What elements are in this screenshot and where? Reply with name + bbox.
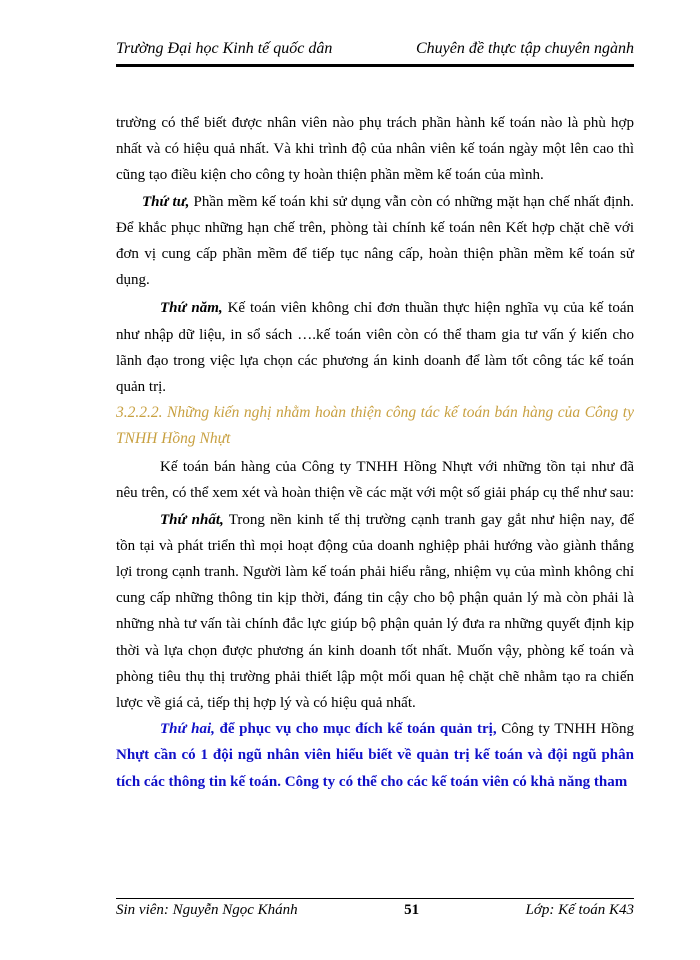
footer-class: Lớp: Kế toán K43: [525, 902, 634, 918]
paragraph-intro: Kế toán bán hàng của Công ty TNHH Hồng Nhựt với những tồn tại như đã nêu trên, có thể xem xét và hoàn thiện về các mặt với một số giải pháp cụ thể như sau:: [116, 459, 634, 502]
paragraph-thu-nhat: Thứ nhất, Trong nền kinh tế thị trường cạnh tranh gay gắt như hiện nay, để tồn tại và phát triển thì mọi hoạt động của doanh nghiệp phải hướng vào giành thắng lợi trong cạnh tranh. Người làm kế toán phải hiểu rằng, nhiệm vụ của mình không chỉ cung cấp những thông tin kịp thời, đáng tin cậy cho bộ phận quản lý mà còn phải là những nhà tư vấn tài chính đắc lực giúp bộ phận quản lý đưa ra những quyết định kịp thời và lựa chọn được phương án kinh doanh tốt nhất. Muốn vậy, phòng kế toán và phòng tiêu thụ thị trường phải thiết lập một mối quan hệ chặt chẽ nhằm tạo ra chiến lược về giá cả, tiếp thị hợp lý và có hiệu quả nhất.: [116, 511, 635, 712]
paragraph-thu-tu: Thứ tư, Phần mềm kế toán khi sử dụng vẫn còn có những mặt hạn chế nhất định. Để khắc phục những hạn chế trên, phòng tài chính kế toán nên Kết hợp chặt chẽ với đơn vị cung cấp phần mềm để tiếp tục nâng cấp, hoàn thiện phần mềm kế toán sử dụng.: [116, 193, 634, 289]
document-body: [116, 110, 634, 795]
paragraph-thu-hai: Thứ hai, để phục vụ cho mục đích kế toán quản trị, Công ty TNHH Hồng Nhựt cần có 1 đội ngũ nhân viên hiểu biết về quản trị kế toán và đội ngũ phân tích các thông tin kế toán. Công ty có thể cho các kế toán viên có khả năng tham: [116, 721, 634, 790]
header-divider: [116, 64, 634, 67]
footer-divider: [116, 898, 634, 899]
footer-student: Sin viên: Nguyễn Ngọc Khánh: [116, 902, 298, 918]
header-report-type: Chuyên đề thực tập chuyên ngành: [416, 40, 634, 57]
header-school: Trường Đại học Kinh tế quốc dân: [116, 40, 333, 57]
paragraph-thu-nam: Thứ năm, Kế toán viên không chỉ đơn thuần thực hiện nghĩa vụ của kế toán như nhập dữ liệu, in sổ sách ….kế toán viên còn có thể tham gia tư vấn ý kiến cho lãnh đạo trong việc lựa chọn các phương án kinh doanh để làm tốt công tác kế toán quản trị.: [116, 300, 634, 396]
page-footer: [116, 900, 634, 920]
page-number: 51: [404, 902, 420, 918]
section-heading: 3.2.2.2. Những kiến nghị nhằm hoàn thiện công tác kế toán bán hàng của Công ty TNHH Hồng Nhựt: [116, 404, 634, 448]
page-header: [116, 40, 634, 58]
paragraph: trường có thể biết được nhân viên nào phụ trách phần hành kế toán nào là phù hợp nhất và có hiệu quả nhất. Và khi trình độ của nhân viên kế toán ngày một lên cao thì cũng tạo điều kiện cho công ty hoàn thiện phần mềm kế toán của mình.: [116, 115, 634, 184]
